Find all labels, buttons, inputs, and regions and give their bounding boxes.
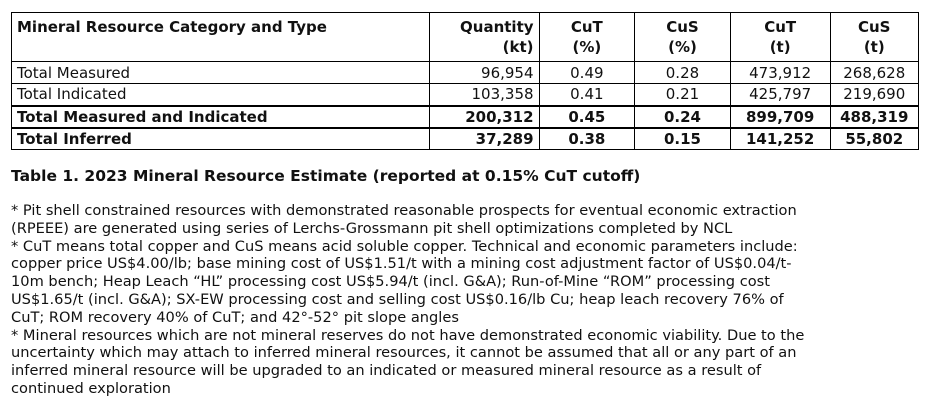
cell-cut-t: 141,252 bbox=[730, 128, 830, 150]
header-cus-pct-unit: (%) bbox=[668, 38, 697, 56]
table-row bbox=[12, 106, 919, 128]
cell-cut-t: 425,797 bbox=[730, 84, 830, 106]
footnote-line: * Mineral resources which are not mineral reserves do not have demonstrated economic viability. Due to the bbox=[11, 326, 805, 344]
cell-category: Total Inferred bbox=[12, 128, 430, 150]
header-cut-pct bbox=[539, 13, 635, 62]
cell-quantity: 37,289 bbox=[429, 128, 539, 150]
footnote-line: 10m bench; Heap Leach “HL” processing cost US$5.94/t (incl. G&A); Run-of-Mine “ROM” processing cost bbox=[11, 273, 770, 291]
header-cut-pct-unit: (%) bbox=[572, 38, 602, 56]
header-cut-t-label: CuT bbox=[764, 18, 797, 36]
cell-cut-t: 899,709 bbox=[730, 106, 830, 128]
cell-quantity: 96,954 bbox=[429, 62, 539, 84]
footnote-line: uncertainty which may attach to inferred mineral resources, it cannot be assumed that all or any part of an bbox=[11, 344, 797, 362]
cell-cus-pct: 0.28 bbox=[635, 62, 731, 84]
header-cus-pct bbox=[635, 13, 731, 62]
header-cut-t bbox=[730, 13, 830, 62]
cell-cus-t: 55,802 bbox=[830, 128, 918, 150]
header-cut-t-unit: (t) bbox=[769, 38, 791, 56]
footnote-line: * CuT means total copper and CuS means acid soluble copper. Technical and economic parameters include: bbox=[11, 237, 798, 255]
cell-cus-pct: 0.21 bbox=[635, 84, 731, 106]
table-row bbox=[12, 62, 919, 84]
header-cut-pct-label: CuT bbox=[570, 18, 603, 36]
footnote-line: * Pit shell constrained resources with demonstrated reasonable prospects for eventual economic extraction bbox=[11, 202, 797, 219]
table-row bbox=[12, 128, 919, 150]
footnote-line: inferred mineral resource will be upgraded to an indicated or measured mineral resource as a result of bbox=[11, 362, 762, 380]
header-quantity bbox=[429, 13, 539, 62]
cell-cut-pct: 0.49 bbox=[539, 62, 635, 84]
table-row bbox=[12, 84, 919, 106]
cell-quantity: 200,312 bbox=[429, 106, 539, 128]
cell-cut-pct: 0.41 bbox=[539, 84, 635, 106]
cell-cut-t: 473,912 bbox=[730, 62, 830, 84]
cell-cut-pct: 0.45 bbox=[539, 106, 635, 128]
header-category: Mineral Resource Category and Type bbox=[12, 13, 430, 62]
mineral-resource-table bbox=[11, 12, 919, 150]
footnote-line: CuT; ROM recovery 40% of CuT; and 42°-52° pit slope angles bbox=[11, 308, 459, 326]
header-cus-t bbox=[830, 13, 918, 62]
cell-category: Total Measured and Indicated bbox=[12, 106, 430, 128]
cell-category: Total Indicated bbox=[12, 84, 430, 106]
footnote-pit-shell bbox=[11, 202, 916, 238]
cell-cus-t: 488,319 bbox=[830, 106, 918, 128]
table-header-row bbox=[12, 13, 919, 62]
footnote-parameters bbox=[11, 238, 916, 327]
footnote-line: continued exploration bbox=[11, 379, 171, 397]
footnote-line: US$1.65/t (incl. G&A); SX-EW processing cost and selling cost US$0.16/lb Cu; heap leach recovery 76% of bbox=[11, 290, 784, 308]
cell-quantity: 103,358 bbox=[429, 84, 539, 106]
footnotes bbox=[11, 202, 916, 398]
footnote-inferred-caveat bbox=[11, 327, 916, 398]
cell-cus-t: 268,628 bbox=[830, 62, 918, 84]
cell-category: Total Measured bbox=[12, 62, 430, 84]
footnote-line: copper price US$4.00/lb; base mining cost of US$1.51/t with a mining cost adjustment factor of US$0.04/t- bbox=[11, 255, 792, 273]
header-quantity-label: Quantity bbox=[460, 18, 534, 36]
header-cus-pct-label: CuS bbox=[666, 18, 699, 36]
footnote-line: (RPEEE) are generated using series of Lerchs-Grossmann pit shell optimizations completed by NCL bbox=[11, 219, 733, 237]
cell-cus-t: 219,690 bbox=[830, 84, 918, 106]
header-cus-t-unit: (t) bbox=[863, 38, 885, 56]
cell-cus-pct: 0.24 bbox=[635, 106, 731, 128]
header-quantity-unit: (kt) bbox=[502, 38, 534, 56]
header-cus-t-label: CuS bbox=[858, 18, 891, 36]
cell-cus-pct: 0.15 bbox=[635, 128, 731, 150]
cell-cut-pct: 0.38 bbox=[539, 128, 635, 150]
table-caption: Table 1. 2023 Mineral Resource Estimate (reported at 0.15% CuT cutoff) bbox=[11, 167, 641, 185]
